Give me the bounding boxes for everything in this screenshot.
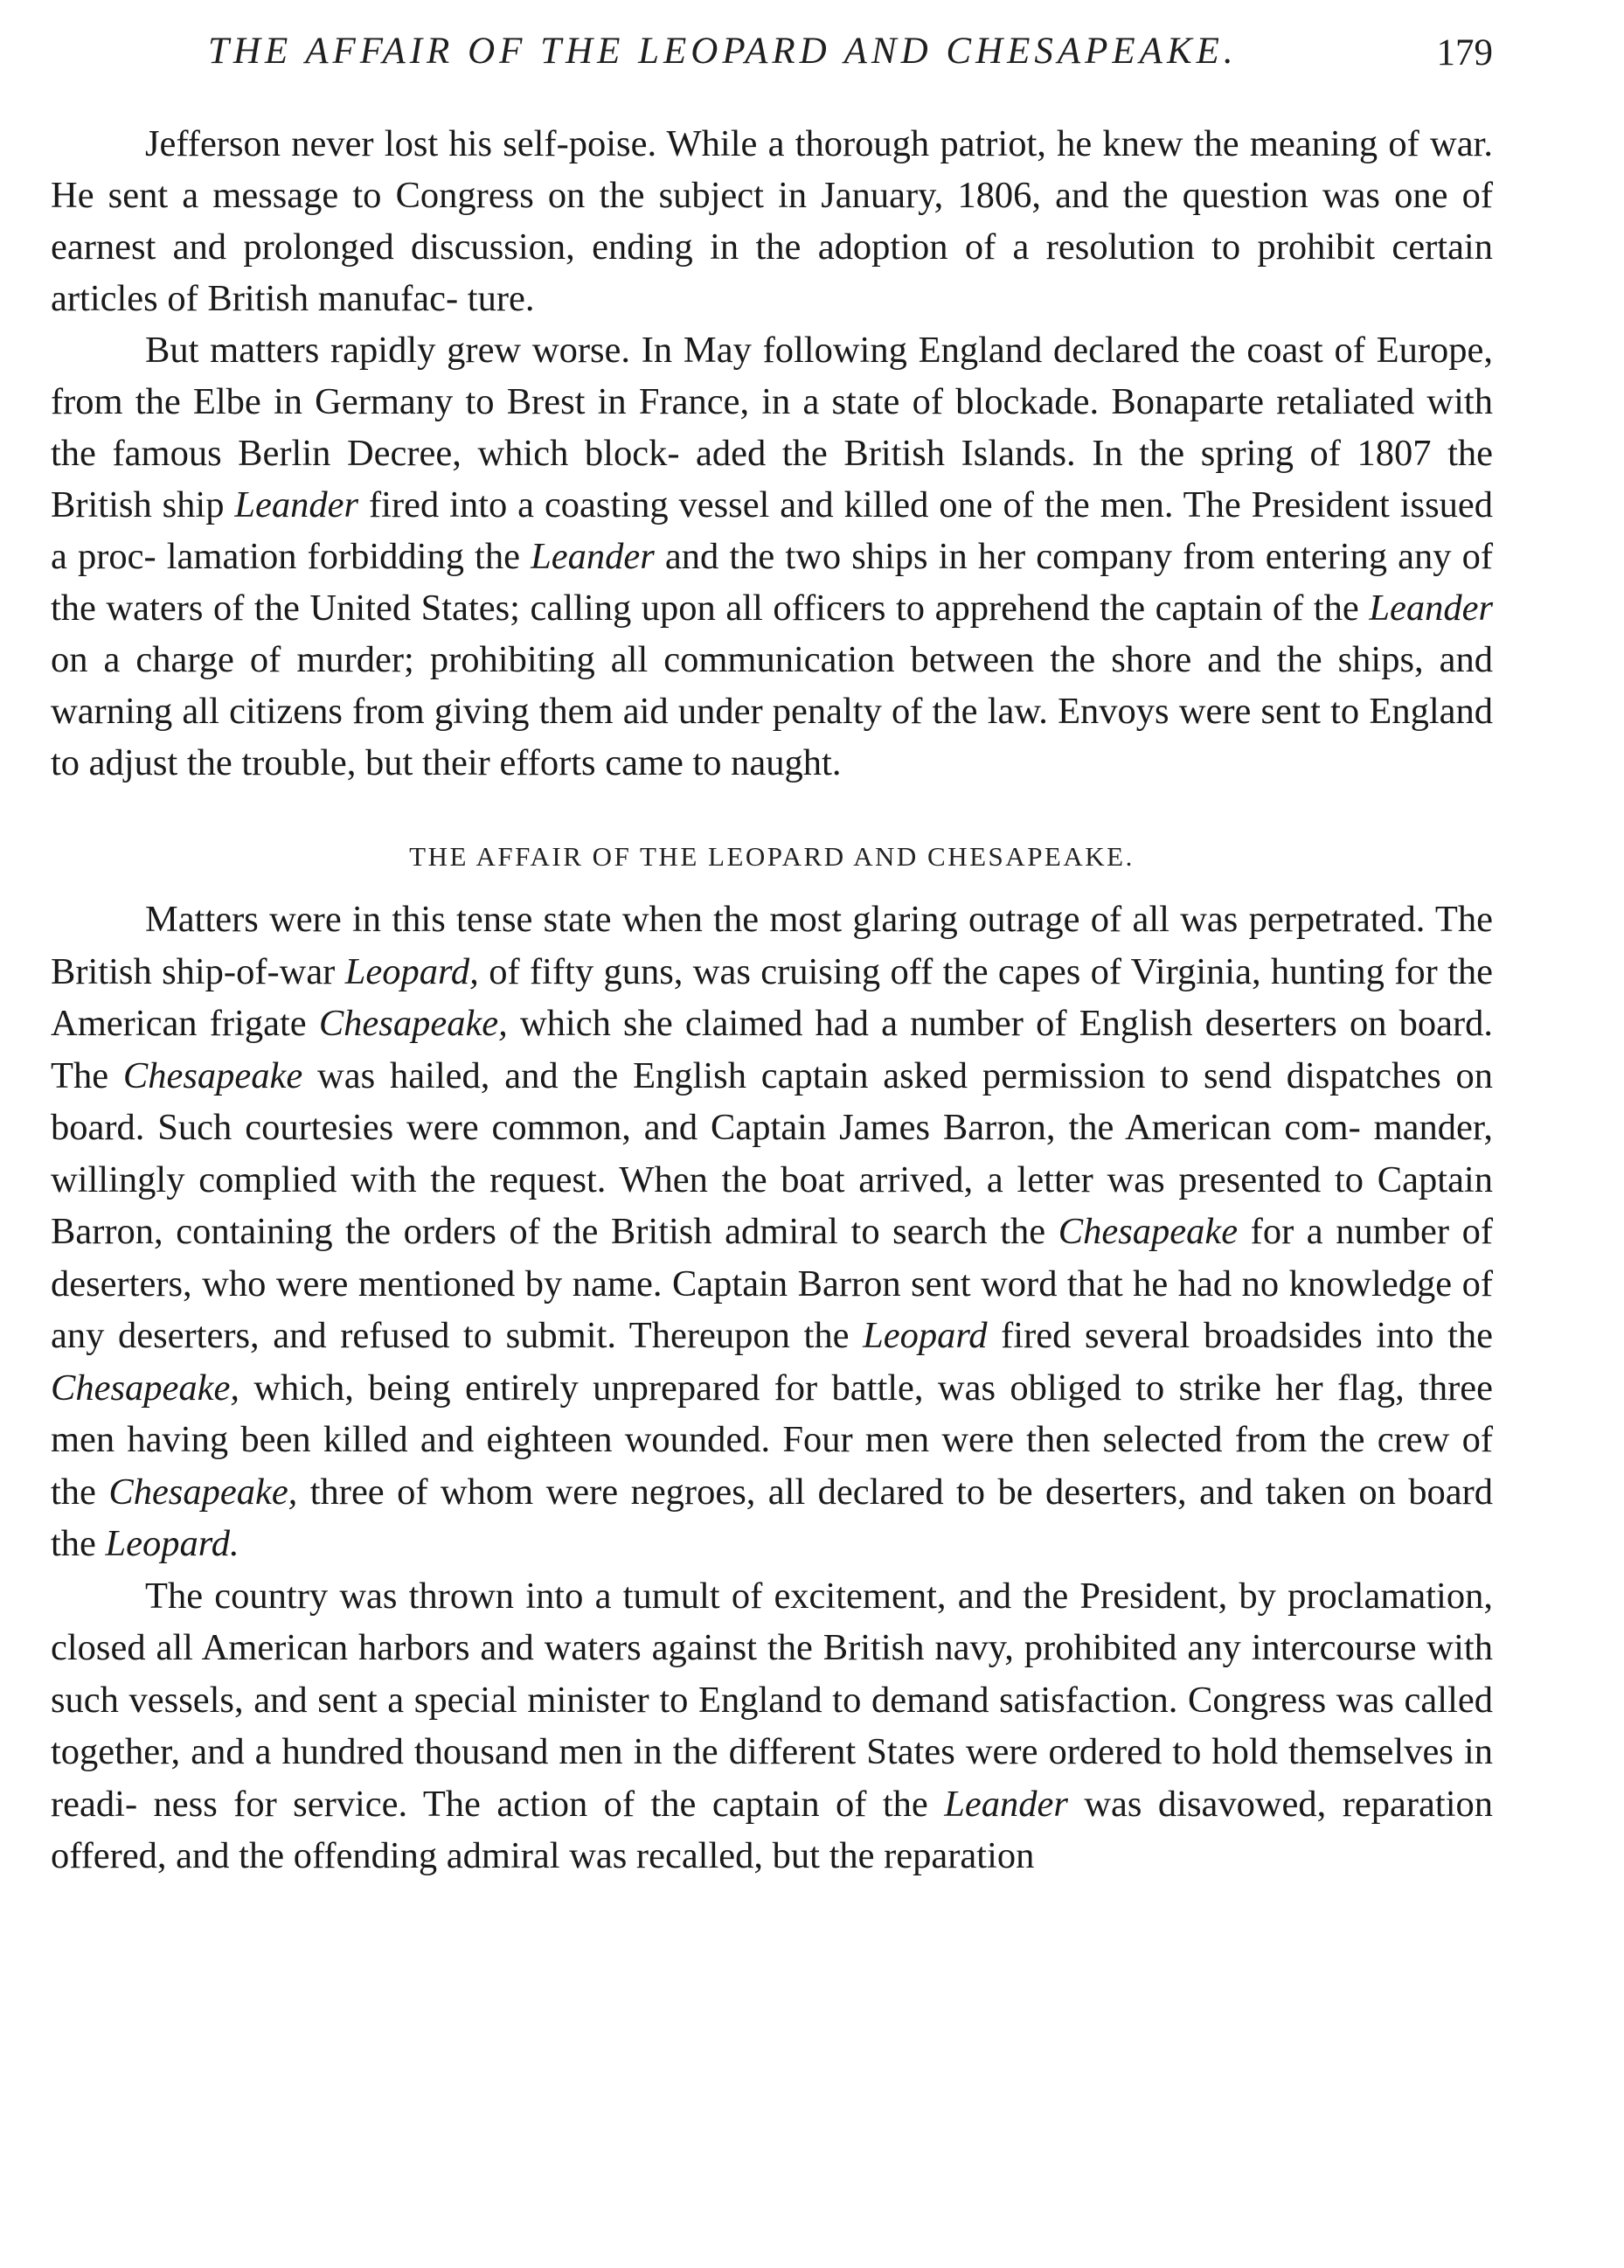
running-header	[51, 30, 1493, 82]
running-title: THE AFFAIR OF THE LEOPARD AND CHESAPEAKE.	[208, 31, 1238, 72]
paragraph-text: and the two ships in her company from entering any of the waters of the United States; calling upon all officers to apprehend the captain of the	[51, 536, 1494, 629]
paragraph-text: on a charge of murder; prohibiting all communication between the shore and the ships, and warning all citizens from giving them aid under penalty of the law. Envoys were sent to England to adjust the trouble, but their efforts came to naught.	[51, 639, 1493, 783]
ship-name-italic: Leander	[1369, 588, 1494, 629]
paragraph-text: was disavowed, reparation offered, and the offending admiral was recalled, but the reparation	[51, 1783, 1494, 1876]
ship-name-italic: Leopard,	[344, 950, 479, 992]
body-text	[51, 118, 1493, 1882]
paragraph-text: of fifty guns, was cruising off the capes of Virginia, hunting for the American frigate	[51, 950, 1494, 1044]
paragraph-text: was hailed, and the English captain asked permission to send dispatches on board. Such courtesies were common, and Captain James Barron, the American com- mander, willingly complied with the request. When the boat arrived, a letter was presented to Captain Barron, containing the orders of the British admiral to search the	[51, 1054, 1494, 1252]
paragraph-text: Matters were in this tense state when the most glaring outrage of all was perpetrated. The British ship-of-war	[51, 899, 1493, 992]
ship-name-italic: Leopard.	[105, 1523, 239, 1564]
ship-name-italic: Chesapeake,	[318, 1003, 508, 1044]
ship-name-italic: Leopard	[863, 1315, 988, 1356]
paragraph-text: fired into a coasting vessel and killed one of the men. The President issued a proc- lamation forbidding the	[51, 484, 1493, 577]
ship-name-italic: Chesapeake,	[51, 1367, 239, 1409]
paragraph-country-tumult	[51, 1570, 1493, 1882]
paragraph-tense-state	[51, 894, 1493, 1570]
paragraph-text: which she claimed had a number of English deserters on board. The	[51, 1003, 1494, 1096]
page-number: 179	[1436, 32, 1493, 73]
paragraph-matters-worse	[51, 324, 1493, 789]
section-heading: THE AFFAIR OF THE LEOPARD AND CHESAPEAKE.	[409, 841, 1135, 872]
paragraph-text: three of whom were negroes, all declared to be deserters, and taken on board the	[51, 1471, 1493, 1564]
paragraph-text: fired several broadsides into the	[1001, 1315, 1494, 1356]
section-leopard-chesapeake	[51, 894, 1493, 1882]
paragraph-text: which, being entirely unprepared for battle, was obliged to strike her flag, three men having been killed and eighteen wounded. Four men were then selected from the crew of the	[51, 1367, 1493, 1513]
ship-name-italic: Leander	[944, 1783, 1068, 1825]
paragraph-text: for a number of deserters, who were mentioned by name. Captain Barron sent word that he had no knowledge of any deserters, and refused to submit. Thereupon the	[51, 1211, 1494, 1356]
ship-name-italic: Leander	[531, 536, 655, 577]
ship-name-italic: Chesapeake,	[108, 1471, 298, 1513]
paragraph-text: But matters rapidly grew worse. In May following England declared the coast of Europe, from the Elbe in Germany to Brest in France, in a state of blockade. Bonaparte retaliated with the famous Berlin Decree, which block- aded the British Islands. In the spring of 1807 the British ship	[51, 330, 1493, 525]
ship-name-italic: Chesapeake	[122, 1054, 303, 1096]
ship-name-italic: Chesapeake	[1058, 1211, 1239, 1252]
paragraph-text: The country was thrown into a tumult of excitement, and the President, by proclamation, closed all American harbors and waters against the British navy, prohibited any intercourse with such vessels, and sent a special minister to England to demand satisfaction. Congress was called together, and a hundred thousand men in the different States were ordered to hold themselves in readi- ness for service. The action of the captain of the	[51, 1575, 1493, 1825]
paragraph-text: Jefferson never lost his self-poise. While a thorough patriot, he knew the meaning of war. He sent a message to Congress on the subject in January, 1806, and the question was one of earnest and prolonged discussion, ending in the adoption of a resolution to prohibit certain articles of British manufac- ture.	[51, 123, 1493, 319]
paragraph-jefferson-poise	[51, 118, 1493, 324]
ship-name-italic: Leander	[234, 484, 359, 525]
